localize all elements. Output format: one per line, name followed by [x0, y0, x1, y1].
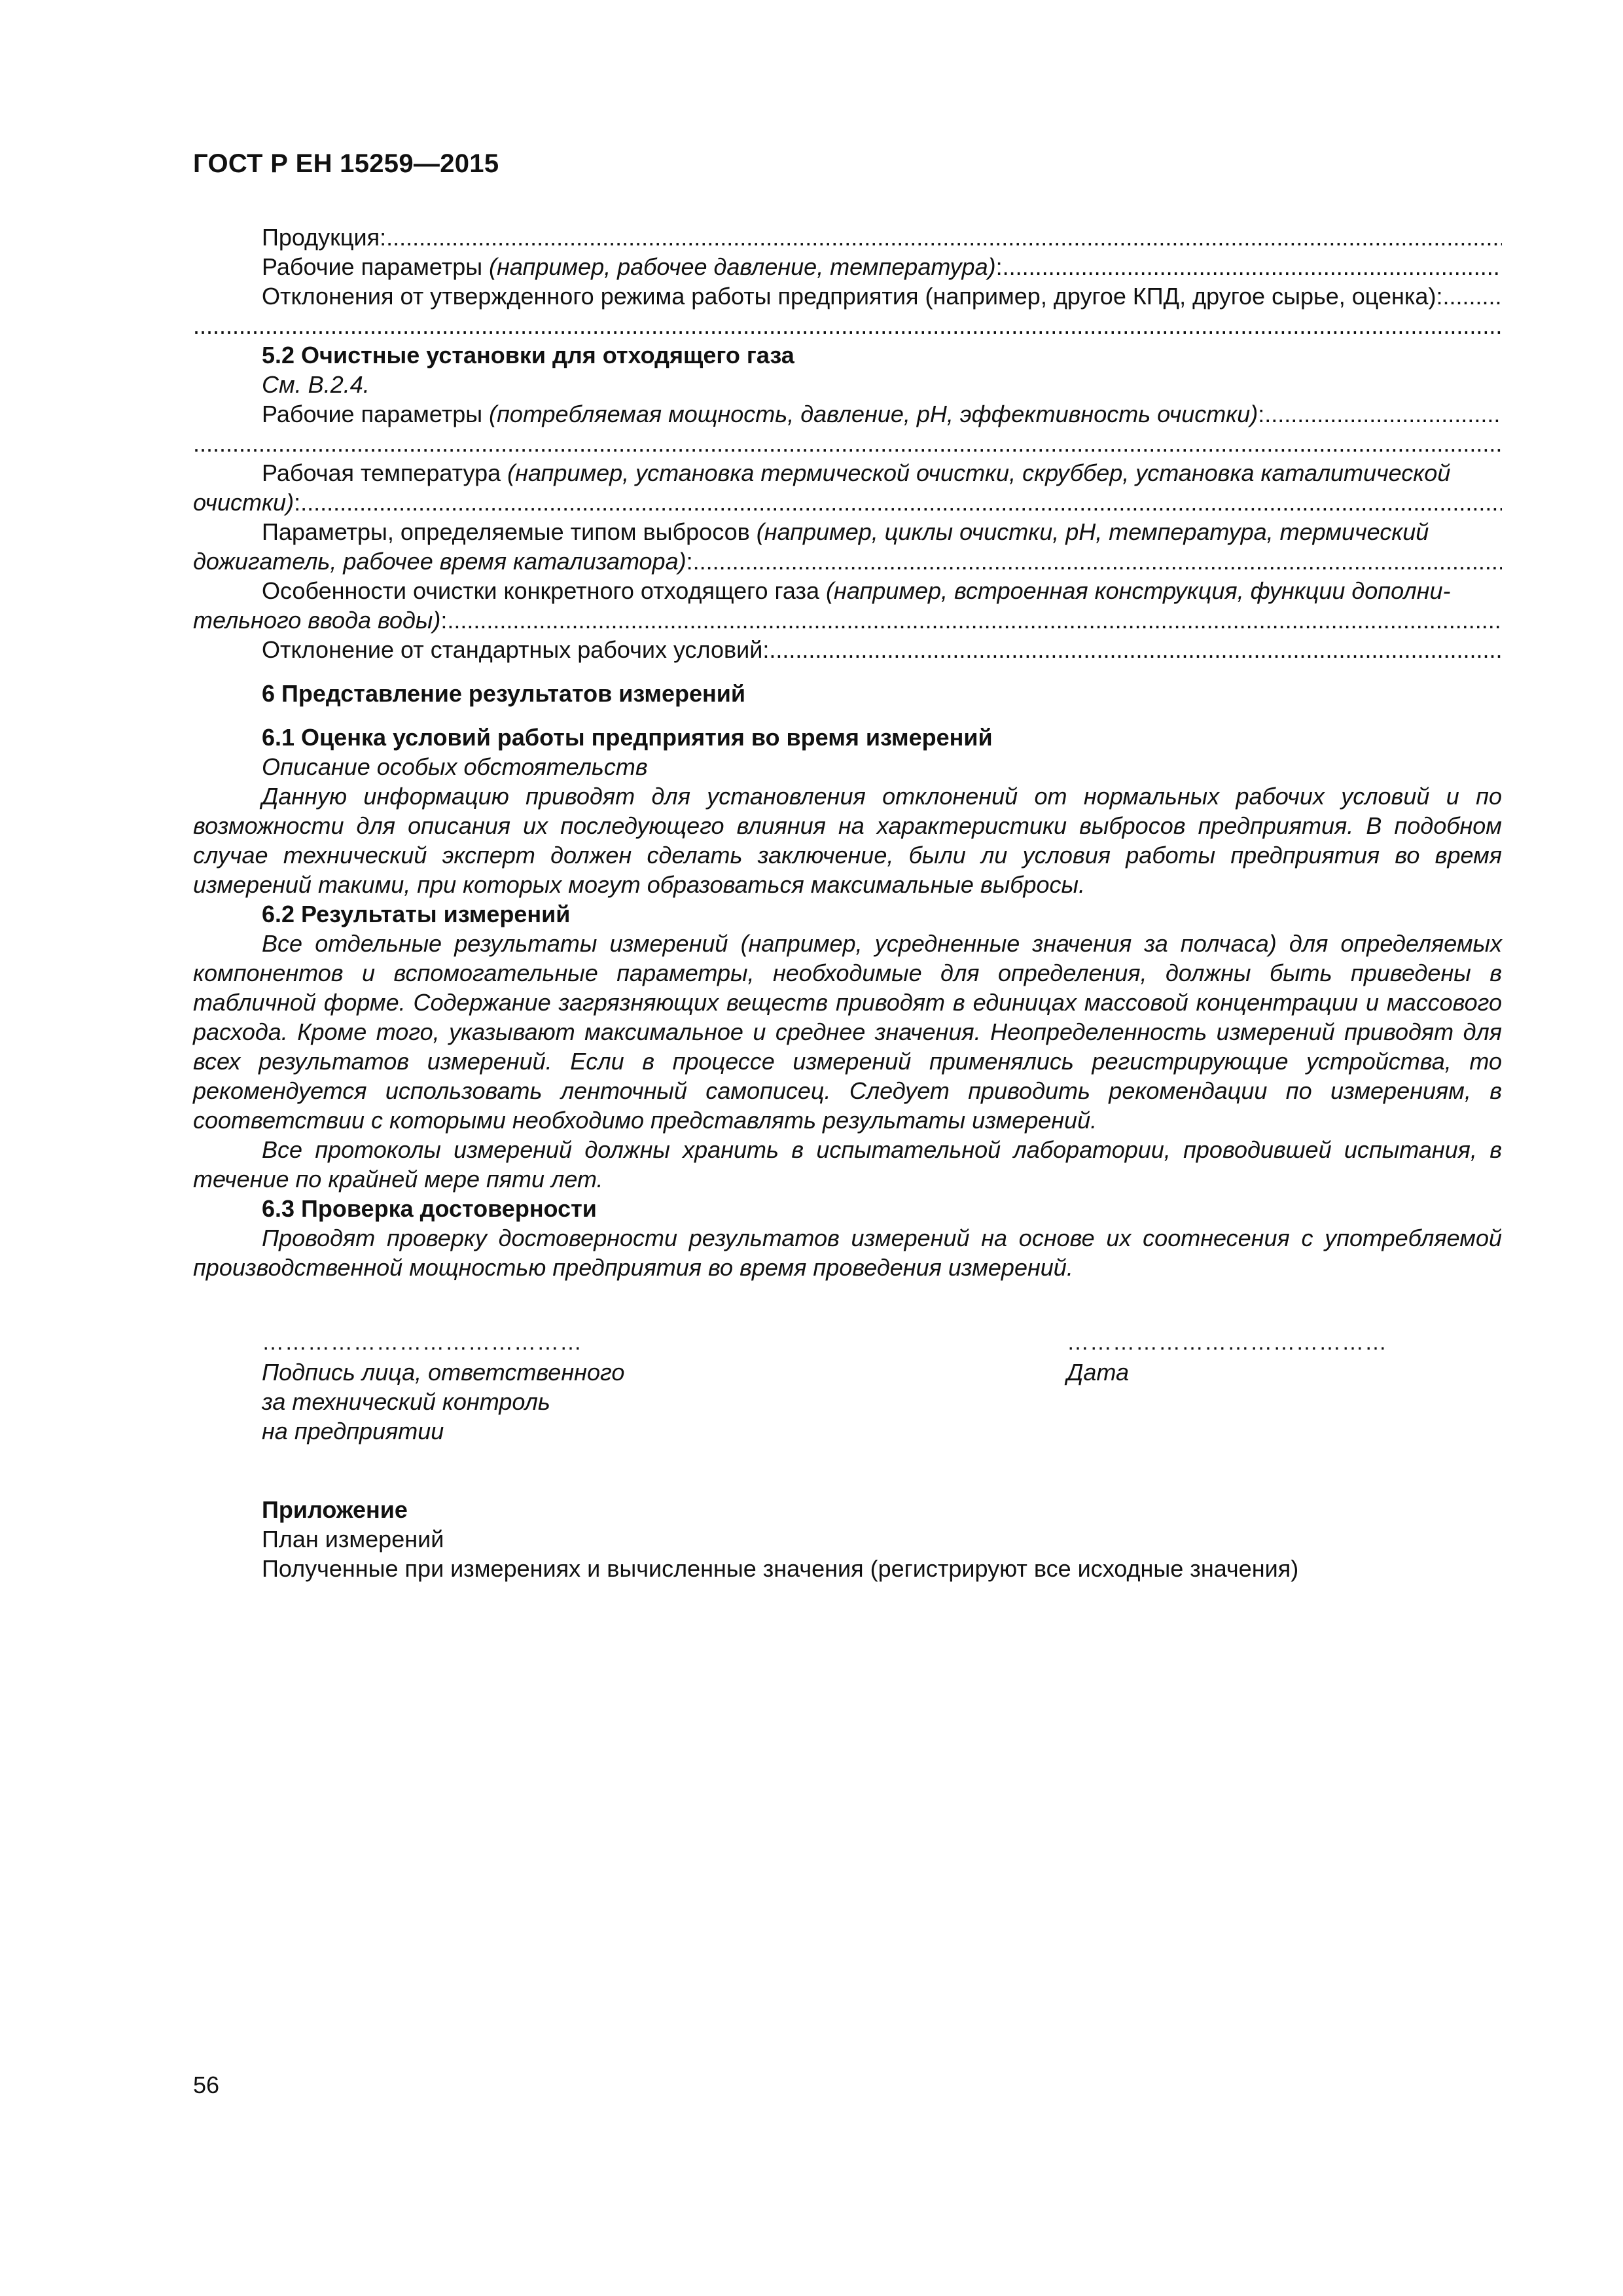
field-working-temperature-cont: очистки): .....	[193, 488, 1502, 517]
signature-caption-line-2: за технический контроль	[262, 1388, 550, 1415]
section-6-3-title: 6.3 Проверка достоверности	[262, 1195, 597, 1222]
appendix-item: План измерений	[262, 1526, 444, 1552]
date-line: ……………………………………	[1067, 1330, 1387, 1355]
signature-caption-line-1: Подпись лица, ответственного	[262, 1359, 625, 1386]
section-6-1-subtitle: Описание особых обстоятельств	[262, 753, 648, 780]
section-6-2-title: 6.2 Результаты измерений	[262, 901, 571, 927]
page-number: 56	[193, 2072, 220, 2098]
document-code: ГОСТ Р ЕН 15259—2015	[193, 149, 499, 178]
leader-dots	[300, 488, 1502, 517]
field-deviation-label: Отклонения от утвержденного режима работы предприятия (например, другое КПД, другое сырье, оценка):	[262, 283, 1443, 310]
page-content	[193, 223, 1502, 1583]
section-5-2-title: 5.2 Очистные установки для отходящего газа	[262, 342, 794, 368]
field-production	[193, 223, 1502, 252]
signature-caption-line-3: на предприятии	[262, 1418, 444, 1444]
field-cleaning-op-params: Рабочие параметры (потребляемая мощность, давление, pH, эффективность очистки): .....	[193, 399, 1502, 429]
field-operating-params-label: Рабочие параметры (например, рабочее давление, температура):	[262, 253, 1003, 280]
leader-dots	[447, 605, 1502, 635]
leader-dots	[1442, 281, 1502, 311]
field-emission-params: Параметры, определяемые типом выбросов (например, циклы очистки, pH, температура, термический	[262, 518, 1429, 545]
field-production-label: Продукция:	[262, 224, 387, 251]
section-6-2-text-archive: Все протоколы измерений должны хранить в испытательной лаборатории, проводившей испытания, в течение по крайней мере пяти лет.	[193, 1136, 1502, 1193]
section-6-3-text: Проводят проверку достоверности результатов измерений на основе их соотнесения с употребляемой производственной мощностью предприятия во время проведения измерений.	[193, 1225, 1502, 1281]
section-6-1-title: 6.1 Оценка условий работы предприятия во время измерений	[262, 724, 993, 751]
field-deviation	[193, 281, 1502, 311]
field-emission-params-cont: дожигатель, рабочее время катализатора): .....	[193, 547, 1502, 576]
section-6-title: 6 Представление результатов измерений	[262, 680, 746, 707]
field-operating-params	[193, 252, 1502, 281]
field-cleaning-op-params-line	[193, 429, 1502, 458]
leader-dots	[386, 223, 1502, 252]
signature-line: ……………………………………	[262, 1330, 582, 1355]
leader-dots	[769, 635, 1502, 664]
field-deviation-line	[193, 311, 1502, 340]
leader-dots	[1003, 252, 1502, 281]
leader-dots	[193, 429, 1502, 458]
field-standard-deviation: Отклонение от стандартных рабочих условий: .....	[193, 635, 1502, 664]
appendix-item: Полученные при измерениях и вычисленные значения (регистрируют все исходные значения)	[262, 1555, 1299, 1582]
signature-date	[1067, 1328, 1433, 1446]
signature-block	[193, 1328, 1502, 1446]
field-working-temperature: Рабочая температура (например, установка термической очистки, скруббер, установка каталитической	[262, 459, 1451, 486]
field-gas-features: Особенности очистки конкретного отходящего газа (например, встроенная конструкция, функции дополни-	[262, 577, 1451, 604]
leader-dots	[193, 311, 1502, 340]
appendix-title: Приложение	[262, 1496, 408, 1523]
leader-dots	[1264, 399, 1502, 429]
section-5-2-reference: См. В.2.4.	[262, 371, 370, 398]
section-6-2-text: Все отдельные результаты измерений (например, усредненные значения за полчаса) для определяемых компонентов и вспомогательные параметры, необходимые для определения, должны быть приведены в табличной форме. Содержание загрязняющих веществ приводят в единицах массовой концентрации и массового расхода. Кроме того, указывают максимальное и среднее значения. Неопределенность измерений приводят для всех результатов измерений. Если в процессе измерений применялись регистрирующие устройства, то рекомендуется использовать ленточный самописец. Следует приводить рекомендации по измерениям, в соответствии с которыми необходимо представлять результаты измерений.	[193, 930, 1502, 1134]
leader-dots	[693, 547, 1502, 576]
field-gas-features-cont: тельного ввода воды): .....	[193, 605, 1502, 635]
date-caption: Дата	[1067, 1359, 1129, 1386]
section-6-1-text: Данную информацию приводят для установления отклонений от нормальных рабочих условий и по возможности для описания их последующего влияния на характеристики выбросов предприятия. В подобном случае технический эксперт должен сделать заключение, были ли условия работы предприятия во время измерений такими, при которых могут образоваться максимальные выбросы.	[193, 783, 1502, 898]
signature-responsible	[262, 1328, 720, 1446]
